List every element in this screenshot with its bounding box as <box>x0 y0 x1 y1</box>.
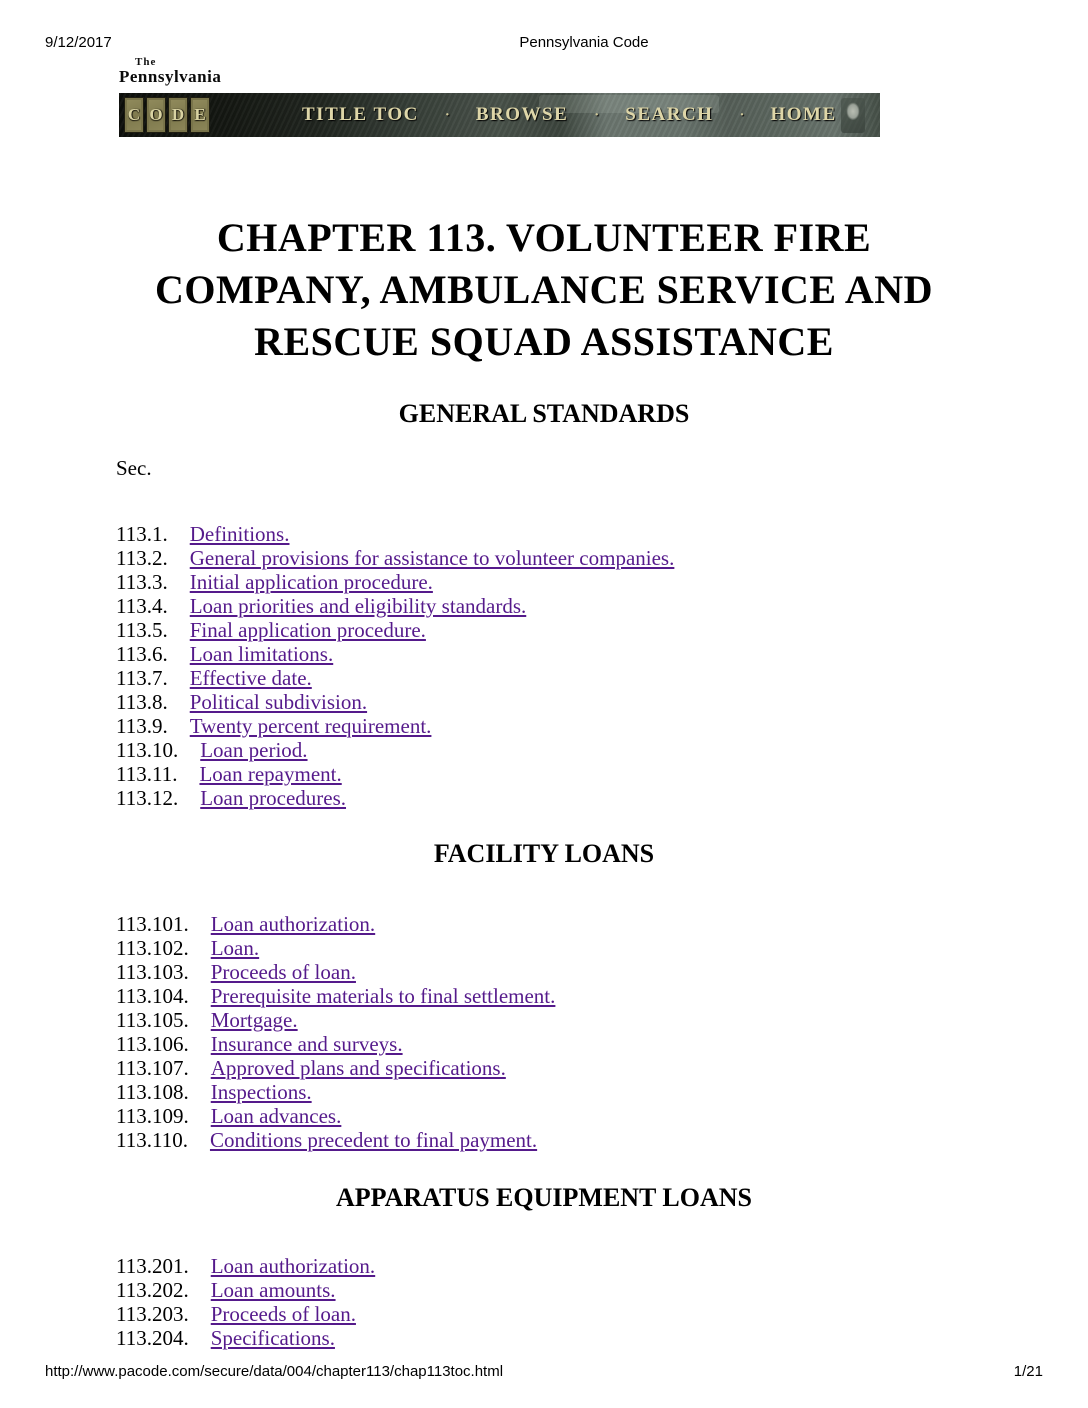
toc-entry <box>116 714 1088 738</box>
nav-title-toc[interactable]: TITLE TOC <box>302 104 419 125</box>
section-number: 113.3. <box>116 570 168 594</box>
chapter-title-line: RESCUE SQUAD ASSISTANCE <box>254 319 834 364</box>
toc-entry <box>116 546 1088 570</box>
section-number: 113.108. <box>116 1080 189 1104</box>
nav-search[interactable]: SEARCH <box>625 104 714 125</box>
section-link[interactable]: Proceeds of loan. <box>210 960 356 984</box>
print-footer-url: http://www.pacode.com/secure/data/004/chapter113/chap113toc.html <box>45 1363 504 1380</box>
section-number: 113.204. <box>116 1326 189 1350</box>
toc-entry <box>116 1128 1088 1152</box>
heading-general-standards: GENERAL STANDARDS <box>398 399 690 428</box>
section-link[interactable]: Effective date. <box>189 666 312 690</box>
section-number: 113.10. <box>116 738 179 762</box>
nav-home[interactable]: HOME <box>770 104 837 125</box>
section-link[interactable]: Loan priorities and eligibility standards. <box>189 594 527 618</box>
section-link[interactable]: General provisions for assistance to volunteer companies. <box>189 546 675 570</box>
print-footer-page-number: 1/21 <box>1013 1363 1043 1380</box>
toc-entry <box>116 1326 1088 1350</box>
toc-entry <box>116 786 1088 810</box>
section-link[interactable]: Loan amounts. <box>210 1278 336 1302</box>
chapter-title-line: CHAPTER 113. VOLUNTEER FIRE <box>216 215 872 260</box>
toc-entry <box>116 1008 1088 1032</box>
section-number: 113.103. <box>116 960 189 984</box>
section-link[interactable]: Specifications. <box>210 1326 335 1350</box>
section-link[interactable]: Insurance and surveys. <box>210 1032 403 1056</box>
toc-entry <box>116 522 1088 546</box>
toc-list-general-standards <box>116 522 1088 810</box>
toc-list-apparatus-equipment-loans <box>116 1254 1088 1350</box>
section-number: 113.106. <box>116 1032 189 1056</box>
section-number: 113.7. <box>116 666 168 690</box>
nav-browse[interactable]: BROWSE <box>475 104 569 125</box>
code-stamp-letter: O <box>146 97 166 133</box>
toc-entry <box>116 984 1088 1008</box>
section-number: 113.109. <box>116 1104 189 1128</box>
logo-pennsylvania: Pennsylvania <box>119 67 222 86</box>
section-number: 113.102. <box>116 936 189 960</box>
sec-label: Sec. <box>116 456 152 480</box>
toc-entry <box>116 666 1088 690</box>
toc-entry <box>116 912 1088 936</box>
section-number: 113.8. <box>116 690 168 714</box>
section-link[interactable]: Prerequisite materials to final settlement. <box>210 984 556 1008</box>
section-link[interactable]: Loan procedures. <box>200 786 347 810</box>
section-link[interactable]: Political subdivision. <box>189 690 368 714</box>
section-number: 113.1. <box>116 522 168 546</box>
print-doc-title: Pennsylvania Code <box>519 34 649 51</box>
toc-entry <box>116 1254 1088 1278</box>
section-link[interactable]: Loan period. <box>200 738 308 762</box>
section-number: 113.11. <box>116 762 178 786</box>
section-link[interactable]: Definitions. <box>189 522 290 546</box>
section-link[interactable]: Loan authorization. <box>210 912 376 936</box>
section-link[interactable]: Loan repayment. <box>199 762 342 786</box>
print-footer <box>45 1363 1043 1380</box>
section-link[interactable]: Inspections. <box>210 1080 312 1104</box>
section-link[interactable]: Approved plans and specifications. <box>210 1056 506 1080</box>
section-number: 113.5. <box>116 618 168 642</box>
toc-list-facility-loans <box>116 912 1088 1152</box>
chapter-title <box>0 212 1088 368</box>
toc-entry <box>116 1302 1088 1326</box>
code-stamp-letter: C <box>124 97 144 133</box>
toc-entry <box>116 960 1088 984</box>
section-link[interactable]: Loan advances. <box>210 1104 342 1128</box>
section-link[interactable]: Mortgage. <box>210 1008 298 1032</box>
nav-separator-dot: · <box>739 106 745 123</box>
section-number: 113.4. <box>116 594 168 618</box>
section-number: 113.104. <box>116 984 189 1008</box>
code-stamp-letter: D <box>168 97 188 133</box>
section-number: 113.107. <box>116 1056 189 1080</box>
section-link[interactable]: Final application procedure. <box>189 618 426 642</box>
toc-entry <box>116 1056 1088 1080</box>
section-number: 113.12. <box>116 786 179 810</box>
logo-the: The <box>135 56 157 68</box>
toc-entry <box>116 738 1088 762</box>
nav-separator-dot: · <box>444 106 450 123</box>
chapter-title-line: COMPANY, AMBULANCE SERVICE AND <box>154 267 934 312</box>
section-number: 113.202. <box>116 1278 189 1302</box>
toc-entry <box>116 618 1088 642</box>
section-number: 113.6. <box>116 642 168 666</box>
section-number: 113.2. <box>116 546 168 570</box>
section-link[interactable]: Loan authorization. <box>210 1254 376 1278</box>
toc-entry <box>116 1104 1088 1128</box>
toc-entry <box>116 1032 1088 1056</box>
toc-entry <box>116 936 1088 960</box>
section-link[interactable]: Twenty percent requirement. <box>189 714 432 738</box>
section-number: 113.105. <box>116 1008 189 1032</box>
heading-facility-loans: FACILITY LOANS <box>433 839 655 868</box>
heading-apparatus-equipment-loans: APPARATUS EQUIPMENT LOANS <box>335 1183 753 1212</box>
print-date: 9/12/2017 <box>45 34 112 51</box>
toc-entry <box>116 690 1088 714</box>
section-number: 113.203. <box>116 1302 189 1326</box>
toc-entry <box>116 762 1088 786</box>
nav-separator-dot: · <box>594 106 600 123</box>
toc-entry <box>116 1080 1088 1104</box>
toc-entry <box>116 642 1088 666</box>
toc-entry <box>116 570 1088 594</box>
section-link[interactable]: Initial application procedure. <box>189 570 433 594</box>
section-number: 113.201. <box>116 1254 189 1278</box>
section-link[interactable]: Conditions precedent to final payment. <box>209 1128 538 1152</box>
section-link[interactable]: Proceeds of loan. <box>210 1302 356 1326</box>
toc-entry <box>116 594 1088 618</box>
section-number: 113.110. <box>116 1128 188 1152</box>
section-link[interactable]: Loan. <box>210 936 260 960</box>
section-number: 113.9. <box>116 714 168 738</box>
toc-entry <box>116 1278 1088 1302</box>
section-number: 113.101. <box>116 912 189 936</box>
code-stamp-letter: E <box>190 97 210 133</box>
section-link[interactable]: Loan limitations. <box>189 642 334 666</box>
